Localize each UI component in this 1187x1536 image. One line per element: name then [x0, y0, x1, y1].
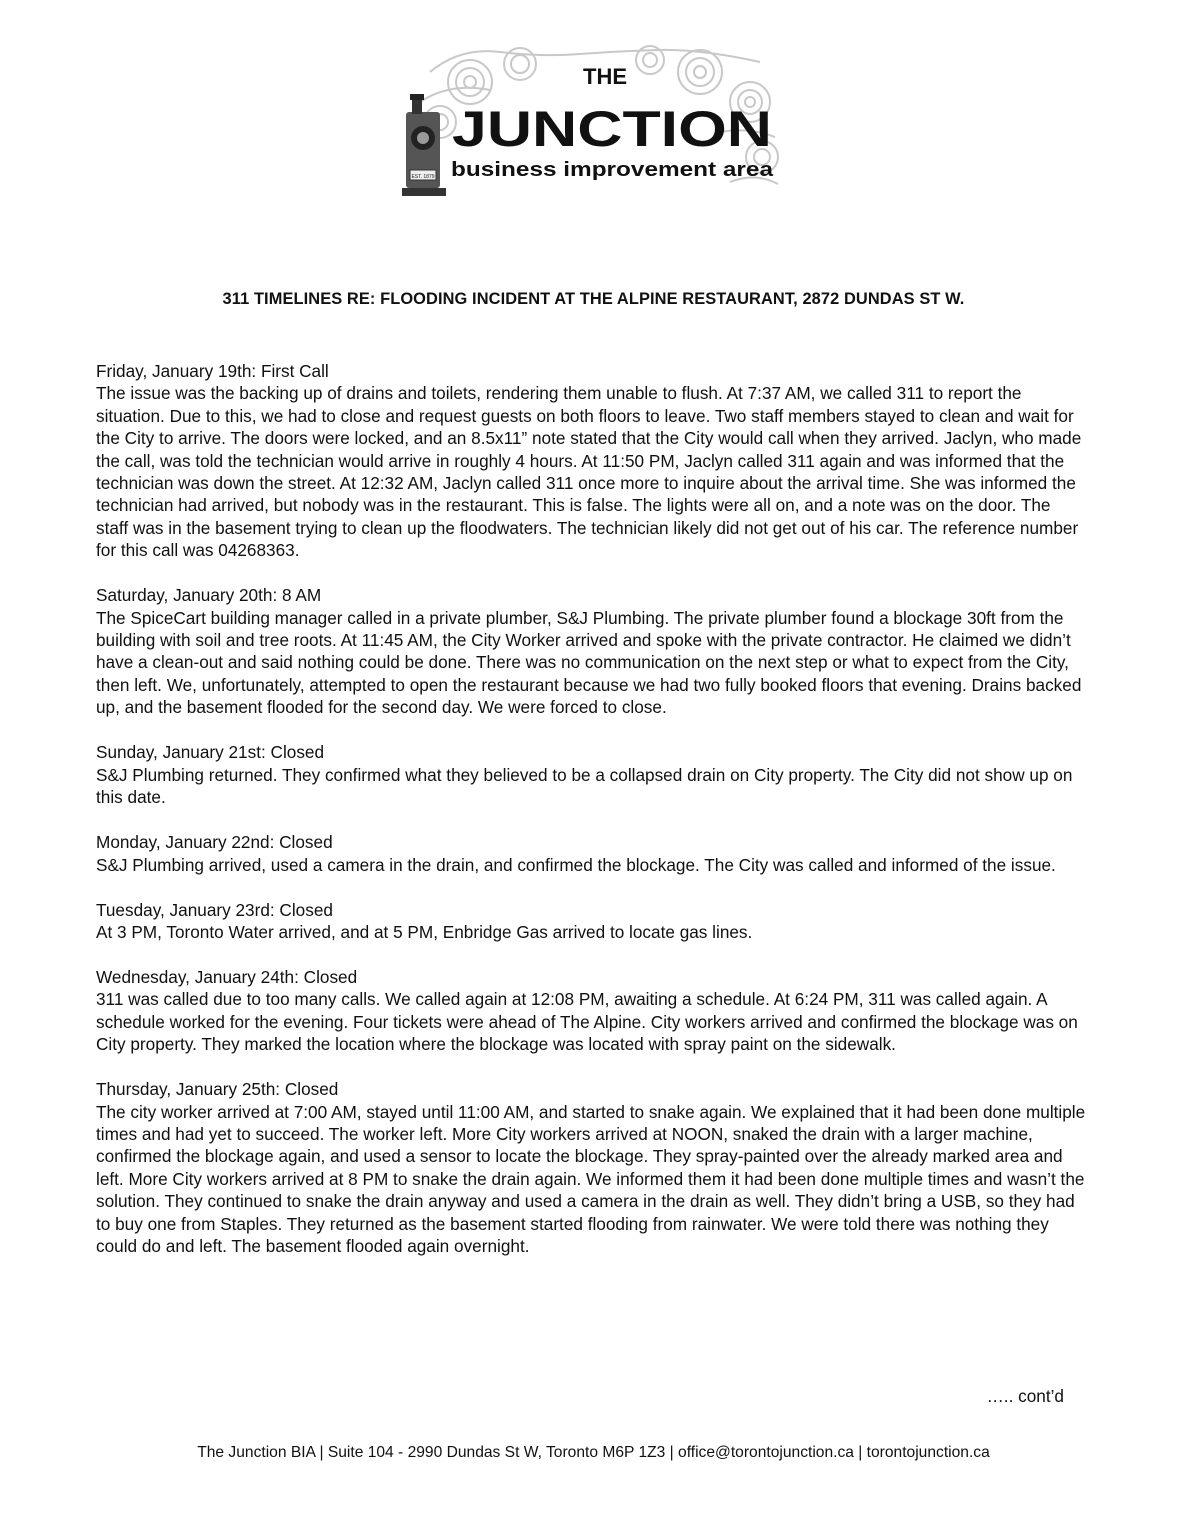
- logo-graphic: [400, 42, 784, 202]
- logo-badge: EST. 1879: [411, 174, 435, 180]
- entry-heading: Saturday, January 20th: 8 AM: [96, 585, 322, 606]
- junction-bia-logo: [400, 42, 784, 202]
- logo-subtitle: business improvement area: [451, 159, 775, 181]
- page-footer: The Junction BIA | Suite 104 - 2990 Dundas St W, Toronto M6P 1Z3 | office@torontojunction.ca | torontojunction.ca: [197, 1444, 990, 1461]
- entry-heading: Wednesday, January 24th: Closed: [96, 966, 358, 987]
- entry-heading: Sunday, January 21st: Closed: [96, 742, 325, 763]
- entry-body: The issue was the backing up of drains and toilets, rendering them unable to flush. At 7:37 AM, we called 311 to report the situation. Due to this, we had to close and request guests on both floors to leave. Two staff members stayed to clean and wait for the City to arrive. The doors were locked, and an 8.5x11” note stated that the City would call when they arrived. Jaclyn, who made the call, was told the technician would arrive in roughly 4 hours. At 11:50 PM, Jaclyn called 311 again and was informed that the technician was down the street. At 12:32 AM, Jaclyn called 311 once more to inquire about the arrival time. She was informed the technician had arrived, but nobody was in the restaurant. This is false. The lights were all on, and a note was on the door. The staff was in the basement trying to clean up the floodwaters. The technician likely did not get out of his car. The reference number for this call was 04268363.: [96, 383, 1082, 561]
- timeline-entry: [96, 584, 1086, 718]
- locomotive-icon: [402, 94, 446, 196]
- entry-body: S&J Plumbing arrived, used a camera in the drain, and confirmed the blockage. The City was called and informed of the issue.: [96, 854, 1056, 875]
- timeline-entry: [96, 1078, 1086, 1257]
- timeline-entry: [96, 966, 1086, 1056]
- entry-body: The city worker arrived at 7:00 AM, stayed until 11:00 AM, and started to snake again. We explained that it had been done multiple times and had yet to succeed. The worker left. More City workers arrived at NOON, snaked the drain with a larger machine, confirmed the blockage again, and used a sensor to locate the blockage. They spray-painted over the already marked area and left. More City workers arrived at 8 PM to snake the drain again. We informed them it had been done multiple times and wasn’t the solution. They continued to snake the drain anyway and used a camera in the drain as well. They didn’t bring a USB, so they had to buy one from Staples. They returned as the basement started flooding from rainwater. We were told there was nothing they could do and left. The basement flooded again overnight.: [96, 1101, 1086, 1256]
- entry-heading: Tuesday, January 23rd: Closed: [96, 899, 333, 920]
- entry-body: At 3 PM, Toronto Water arrived, and at 5 PM, Enbridge Gas arrived to locate gas lines.: [96, 921, 753, 942]
- entry-heading: Friday, January 19th: First Call: [96, 361, 329, 381]
- entry-body: The SpiceCart building manager called in a private plumber, S&J Plumbing. The private plumber found a blockage 30ft from the building with soil and tree roots. At 11:45 AM, the City Worker arrived and spoke with the private contractor. He claimed we didn’t have a clean-out and said nothing could be done. There was no communication on the next step or what to expect from the City, then left. We, unfortunately, attempted to open the restaurant because we had two fully booked floors that evening. Drains backed up, and the basement flooded for the second day. We were forced to close.: [96, 607, 1082, 718]
- timeline-entry: [96, 360, 1086, 562]
- document-title: 311 TIMELINES RE: FLOODING INCIDENT AT THE ALPINE RESTAURANT, 2872 DUNDAS ST W.: [222, 290, 965, 308]
- entry-body: 311 was called due to too many calls. We called again at 12:08 PM, awaiting a schedule. At 6:24 PM, 311 was called again. A schedule worked for the evening. Four tickets were ahead of The Alpine. City workers arrived and confirmed the blockage was on City property. They marked the location where the blockage was located with spray paint on the sidewalk.: [96, 989, 1078, 1055]
- timeline-entry: [96, 831, 1086, 876]
- entry-body: S&J Plumbing returned. They confirmed what they believed to be a collapsed drain on City property. The City did not show up on this date.: [96, 764, 1073, 808]
- logo-junction: JUNCTION: [452, 101, 772, 157]
- entry-heading: Thursday, January 25th: Closed: [96, 1079, 339, 1100]
- continued-note: ….. cont’d: [986, 1386, 1064, 1406]
- timeline-entry: [96, 899, 1086, 944]
- logo-the: THE: [583, 64, 627, 89]
- timeline-entry: [96, 741, 1086, 808]
- entry-heading: Monday, January 22nd: Closed: [96, 832, 333, 853]
- timeline: [96, 360, 1086, 1280]
